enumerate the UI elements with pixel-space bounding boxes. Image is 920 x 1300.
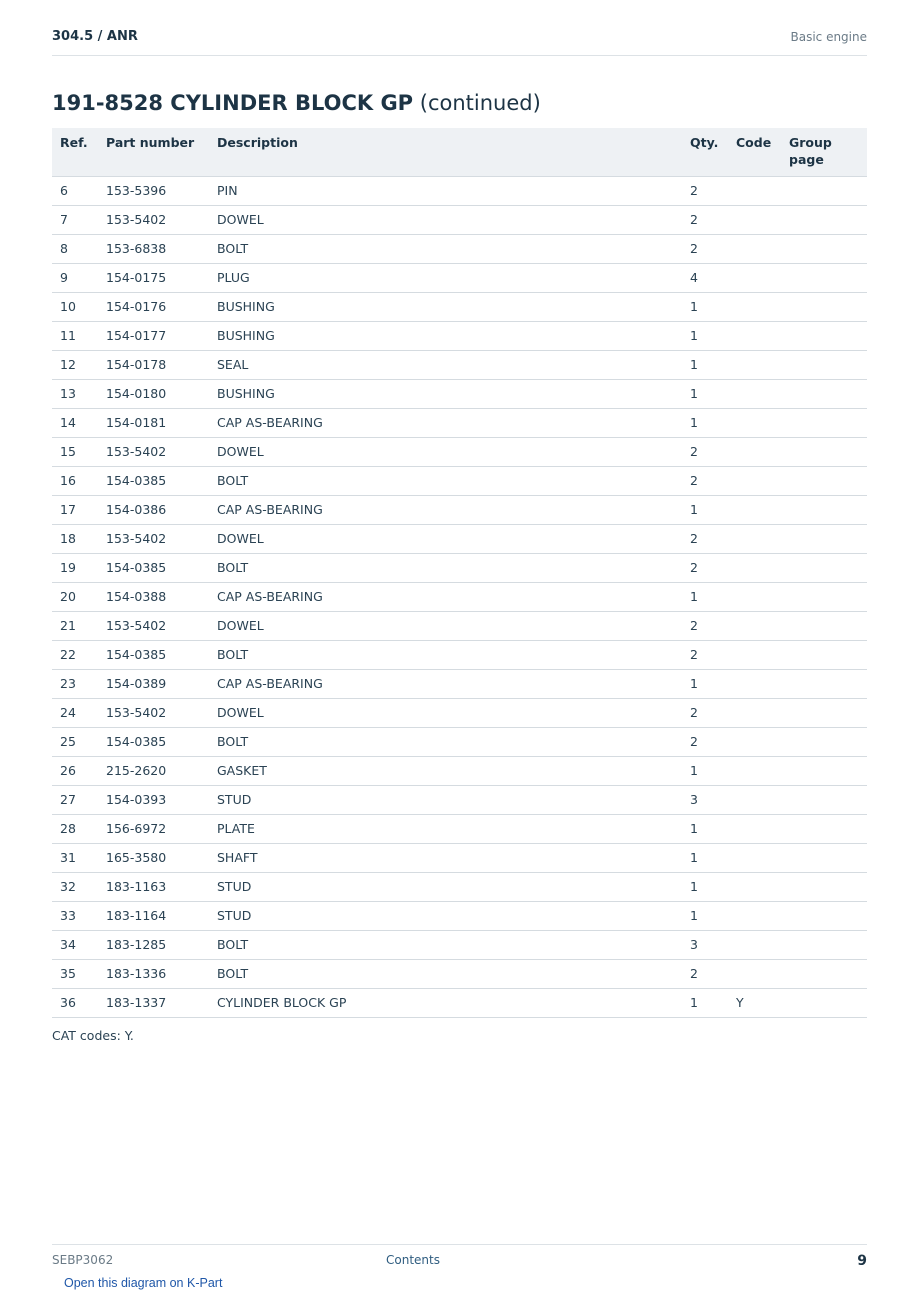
part-number-cell: 165-3580: [98, 844, 209, 873]
table-row: [52, 844, 867, 873]
part-number-cell: 154-0385: [98, 467, 209, 496]
group-page-cell: [781, 641, 867, 670]
ref-cell: 27: [52, 786, 98, 815]
page-number: 9: [857, 1253, 867, 1269]
col-header-group-page: Group page: [781, 128, 867, 177]
ref-cell: 28: [52, 815, 98, 844]
description-cell: BUSHING: [209, 322, 682, 351]
table-row: [52, 409, 867, 438]
group-page-cell: [781, 206, 867, 235]
table-row: [52, 786, 867, 815]
table-row: [52, 757, 867, 786]
ref-cell: 10: [52, 293, 98, 322]
group-page-cell: [781, 322, 867, 351]
code-cell: [728, 612, 781, 641]
description-cell: CAP AS-BEARING: [209, 583, 682, 612]
description-cell: DOWEL: [209, 438, 682, 467]
description-cell: PLUG: [209, 264, 682, 293]
group-page-cell: [781, 989, 867, 1018]
code-cell: [728, 757, 781, 786]
qty-cell: 2: [682, 206, 728, 235]
code-cell: [728, 264, 781, 293]
part-number-cell: 183-1337: [98, 989, 209, 1018]
table-row: [52, 902, 867, 931]
qty-cell: 1: [682, 815, 728, 844]
qty-cell: 1: [682, 844, 728, 873]
code-cell: [728, 467, 781, 496]
table-row: [52, 612, 867, 641]
code-cell: [728, 815, 781, 844]
part-number-cell: 153-5402: [98, 206, 209, 235]
table-header-row: [52, 128, 867, 177]
ref-cell: 14: [52, 409, 98, 438]
table-row: [52, 989, 867, 1018]
kpart-diagram-link[interactable]: Open this diagram on K-Part: [64, 1276, 223, 1290]
description-cell: CAP AS-BEARING: [209, 409, 682, 438]
description-cell: CAP AS-BEARING: [209, 496, 682, 525]
table-row: [52, 235, 867, 264]
description-cell: BOLT: [209, 641, 682, 670]
ref-cell: 19: [52, 554, 98, 583]
part-number-cell: 154-0386: [98, 496, 209, 525]
qty-cell: 3: [682, 786, 728, 815]
qty-cell: 2: [682, 554, 728, 583]
part-number-cell: 153-5402: [98, 699, 209, 728]
group-page-cell: [781, 670, 867, 699]
code-cell: [728, 583, 781, 612]
part-number-cell: 154-0389: [98, 670, 209, 699]
group-page-cell: [781, 583, 867, 612]
table-row: [52, 670, 867, 699]
ref-cell: 34: [52, 931, 98, 960]
qty-cell: 2: [682, 438, 728, 467]
group-page-cell: [781, 264, 867, 293]
qty-cell: 2: [682, 525, 728, 554]
code-cell: [728, 525, 781, 554]
part-number-cell: 154-0393: [98, 786, 209, 815]
code-cell: [728, 670, 781, 699]
contents-link[interactable]: Contents: [386, 1253, 440, 1267]
qty-cell: 1: [682, 409, 728, 438]
part-number-cell: 154-0181: [98, 409, 209, 438]
code-cell: Y: [728, 989, 781, 1018]
part-number-cell: 215-2620: [98, 757, 209, 786]
title-continued: (continued): [413, 91, 541, 115]
ref-cell: 36: [52, 989, 98, 1018]
ref-cell: 18: [52, 525, 98, 554]
document-page: [52, 0, 867, 1300]
ref-cell: 9: [52, 264, 98, 293]
ref-cell: 32: [52, 873, 98, 902]
part-number-cell: 156-6972: [98, 815, 209, 844]
table-row: [52, 177, 867, 206]
description-cell: BOLT: [209, 467, 682, 496]
document-id: SEBP3062: [52, 1253, 114, 1267]
part-number-cell: 154-0177: [98, 322, 209, 351]
qty-cell: 1: [682, 873, 728, 902]
qty-cell: 1: [682, 380, 728, 409]
description-cell: STUD: [209, 873, 682, 902]
qty-cell: 2: [682, 641, 728, 670]
description-cell: SEAL: [209, 351, 682, 380]
part-number-cell: 154-0388: [98, 583, 209, 612]
group-page-cell: [781, 293, 867, 322]
qty-cell: 3: [682, 931, 728, 960]
qty-cell: 1: [682, 322, 728, 351]
ref-cell: 26: [52, 757, 98, 786]
table-row: [52, 525, 867, 554]
code-cell: [728, 293, 781, 322]
qty-cell: 1: [682, 757, 728, 786]
ref-cell: 8: [52, 235, 98, 264]
ref-cell: 22: [52, 641, 98, 670]
table-row: [52, 264, 867, 293]
qty-cell: 2: [682, 699, 728, 728]
table-row: [52, 496, 867, 525]
group-page-cell: [781, 844, 867, 873]
part-number-cell: 154-0385: [98, 728, 209, 757]
description-cell: BUSHING: [209, 293, 682, 322]
ref-cell: 23: [52, 670, 98, 699]
group-page-cell: [781, 786, 867, 815]
qty-cell: 1: [682, 583, 728, 612]
code-cell: [728, 496, 781, 525]
description-cell: CAP AS-BEARING: [209, 670, 682, 699]
qty-cell: 2: [682, 728, 728, 757]
table-row: [52, 931, 867, 960]
group-page-cell: [781, 351, 867, 380]
section-label: Basic engine: [790, 30, 867, 44]
code-cell: [728, 322, 781, 351]
ref-cell: 25: [52, 728, 98, 757]
table-row: [52, 351, 867, 380]
code-cell: [728, 786, 781, 815]
code-cell: [728, 554, 781, 583]
code-cell: [728, 351, 781, 380]
ref-cell: 31: [52, 844, 98, 873]
part-number-cell: 154-0176: [98, 293, 209, 322]
code-cell: [728, 728, 781, 757]
group-page-cell: [781, 380, 867, 409]
qty-cell: 1: [682, 351, 728, 380]
ref-cell: 13: [52, 380, 98, 409]
table-row: [52, 699, 867, 728]
code-cell: [728, 380, 781, 409]
description-cell: SHAFT: [209, 844, 682, 873]
qty-cell: 2: [682, 235, 728, 264]
code-cell: [728, 235, 781, 264]
table-row: [52, 815, 867, 844]
col-header-qty: Qty.: [682, 128, 728, 177]
part-number-cell: 154-0180: [98, 380, 209, 409]
part-number-cell: 154-0175: [98, 264, 209, 293]
group-page-cell: [781, 757, 867, 786]
qty-cell: 1: [682, 902, 728, 931]
group-page-cell: [781, 525, 867, 554]
group-page-cell: [781, 612, 867, 641]
part-number-cell: 153-5402: [98, 525, 209, 554]
part-number-cell: 183-1285: [98, 931, 209, 960]
group-page-cell: [781, 902, 867, 931]
table-row: [52, 641, 867, 670]
ref-cell: 16: [52, 467, 98, 496]
description-cell: BOLT: [209, 554, 682, 583]
ref-cell: 20: [52, 583, 98, 612]
code-cell: [728, 699, 781, 728]
description-cell: CYLINDER BLOCK GP: [209, 989, 682, 1018]
ref-cell: 12: [52, 351, 98, 380]
code-cell: [728, 931, 781, 960]
group-page-cell: [781, 177, 867, 206]
code-cell: [728, 438, 781, 467]
table-row: [52, 206, 867, 235]
parts-table: [52, 128, 867, 1018]
ref-cell: 33: [52, 902, 98, 931]
table-row: [52, 293, 867, 322]
group-page-cell: [781, 235, 867, 264]
description-cell: DOWEL: [209, 525, 682, 554]
part-number-cell: 183-1164: [98, 902, 209, 931]
qty-cell: 2: [682, 960, 728, 989]
group-page-cell: [781, 438, 867, 467]
code-cell: [728, 902, 781, 931]
description-cell: PIN: [209, 177, 682, 206]
qty-cell: 2: [682, 612, 728, 641]
group-page-cell: [781, 409, 867, 438]
code-cell: [728, 873, 781, 902]
part-number-cell: 183-1163: [98, 873, 209, 902]
description-cell: STUD: [209, 786, 682, 815]
qty-cell: 1: [682, 670, 728, 699]
code-cell: [728, 177, 781, 206]
part-number-cell: 154-0178: [98, 351, 209, 380]
page-title: [52, 89, 541, 117]
code-cell: [728, 960, 781, 989]
table-row: [52, 438, 867, 467]
group-page-cell: [781, 467, 867, 496]
code-cell: [728, 206, 781, 235]
group-page-cell: [781, 496, 867, 525]
description-cell: STUD: [209, 902, 682, 931]
part-number-cell: 153-6838: [98, 235, 209, 264]
qty-cell: 4: [682, 264, 728, 293]
col-header-part-number: Part number: [98, 128, 209, 177]
group-page-cell: [781, 554, 867, 583]
col-header-description: Description: [209, 128, 682, 177]
title-group-name: 191-8528 CYLINDER BLOCK GP: [52, 91, 414, 115]
qty-cell: 1: [682, 496, 728, 525]
description-cell: DOWEL: [209, 206, 682, 235]
ref-cell: 24: [52, 699, 98, 728]
table-row: [52, 960, 867, 989]
group-page-cell: [781, 960, 867, 989]
qty-cell: 2: [682, 177, 728, 206]
table-row: [52, 380, 867, 409]
ref-cell: 35: [52, 960, 98, 989]
table-row: [52, 873, 867, 902]
table-row: [52, 322, 867, 351]
description-cell: BOLT: [209, 960, 682, 989]
page-header: [52, 28, 867, 56]
cat-codes-note: CAT codes: Y.: [52, 1028, 134, 1043]
part-number-cell: 153-5396: [98, 177, 209, 206]
col-header-ref: Ref.: [52, 128, 98, 177]
group-page-cell: [781, 728, 867, 757]
table-row: [52, 467, 867, 496]
code-cell: [728, 844, 781, 873]
qty-cell: 1: [682, 293, 728, 322]
table-row: [52, 728, 867, 757]
group-page-cell: [781, 873, 867, 902]
ref-cell: 17: [52, 496, 98, 525]
group-page-cell: [781, 699, 867, 728]
description-cell: BOLT: [209, 235, 682, 264]
part-number-cell: 183-1336: [98, 960, 209, 989]
ref-cell: 15: [52, 438, 98, 467]
part-number-cell: 153-5402: [98, 438, 209, 467]
description-cell: BOLT: [209, 931, 682, 960]
part-number-cell: 154-0385: [98, 641, 209, 670]
group-page-cell: [781, 931, 867, 960]
table-row: [52, 554, 867, 583]
description-cell: PLATE: [209, 815, 682, 844]
ref-cell: 21: [52, 612, 98, 641]
qty-cell: 2: [682, 467, 728, 496]
description-cell: BOLT: [209, 728, 682, 757]
description-cell: DOWEL: [209, 699, 682, 728]
model-label: 304.5 / ANR: [52, 29, 138, 44]
code-cell: [728, 641, 781, 670]
table-row: [52, 583, 867, 612]
ref-cell: 11: [52, 322, 98, 351]
group-page-cell: [781, 815, 867, 844]
description-cell: BUSHING: [209, 380, 682, 409]
part-number-cell: 153-5402: [98, 612, 209, 641]
col-header-code: Code: [728, 128, 781, 177]
part-number-cell: 154-0385: [98, 554, 209, 583]
parts-table-body: [52, 177, 867, 1018]
description-cell: DOWEL: [209, 612, 682, 641]
code-cell: [728, 409, 781, 438]
description-cell: GASKET: [209, 757, 682, 786]
ref-cell: 7: [52, 206, 98, 235]
qty-cell: 1: [682, 989, 728, 1018]
ref-cell: 6: [52, 177, 98, 206]
